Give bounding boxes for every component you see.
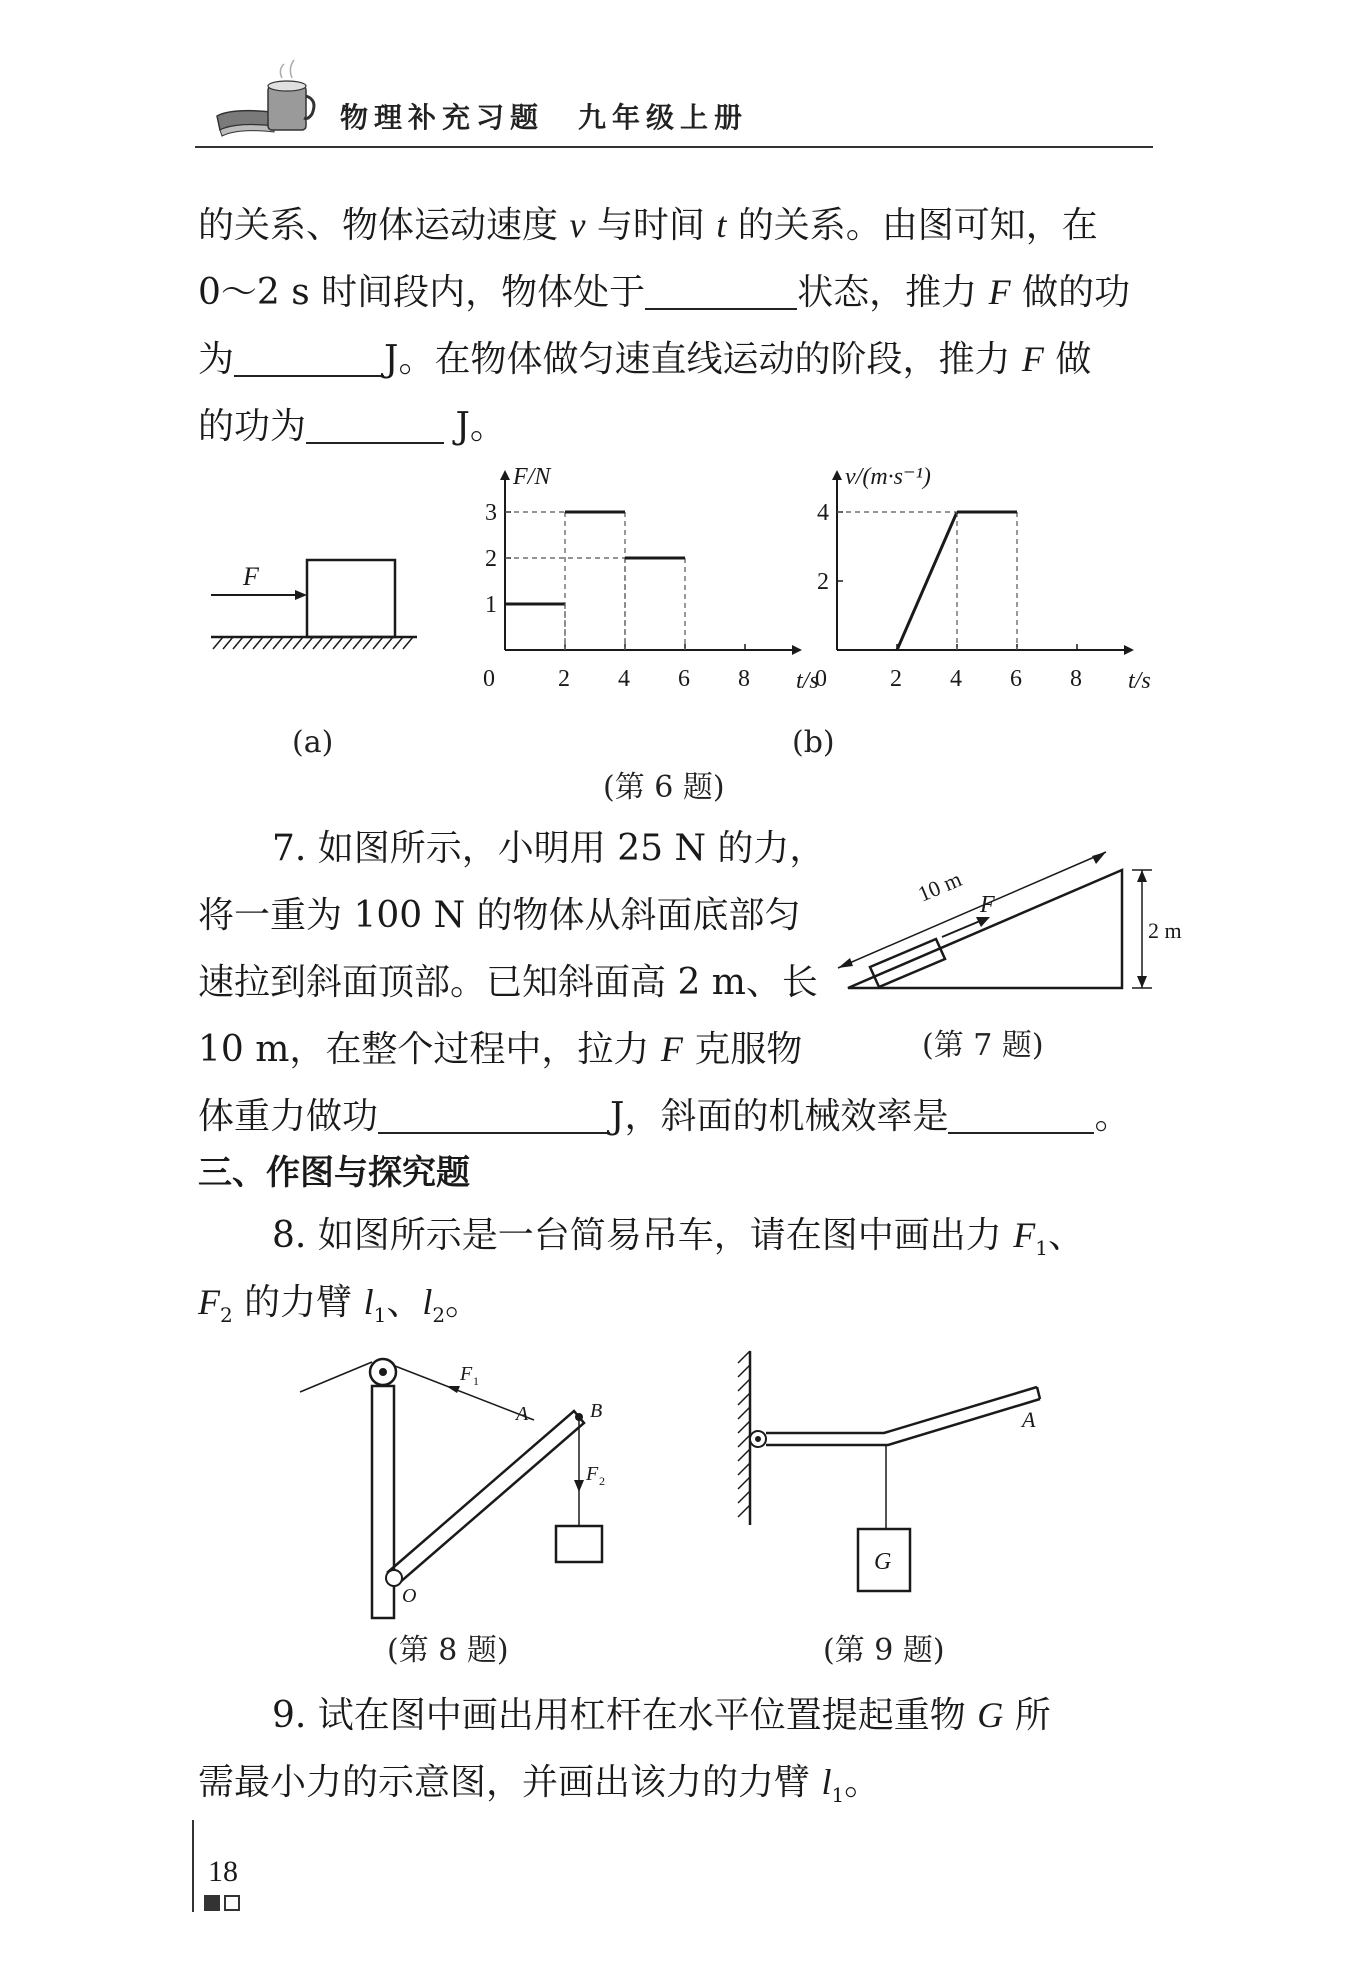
- y-axis-arrow: [832, 470, 842, 480]
- floor-hatch: [213, 637, 413, 649]
- x-tick-label: 0: [483, 666, 495, 692]
- header-title: 物理补充习题 九年级上册: [340, 101, 749, 134]
- data-segment: [897, 512, 957, 650]
- q9-text: [198, 1682, 1051, 1816]
- q9-line-1: 9. 试在图中画出用杠杆在水平位置提起重物 G 所: [272, 1695, 1051, 1736]
- section-title: 三、作图与探究题: [198, 1153, 470, 1193]
- q7-line-3: 速拉到斜面顶部。已知斜面高 2 m、长: [198, 962, 818, 1003]
- label-A: A: [1022, 1407, 1036, 1432]
- y-tick-label: 4: [817, 500, 829, 526]
- answer-blank[interactable]: [234, 339, 384, 377]
- height-label: 2 m: [1148, 918, 1182, 943]
- x-tick-label: 4: [950, 666, 962, 692]
- book-cup-icon: [212, 56, 322, 142]
- x-tick-label: 8: [1070, 666, 1082, 692]
- x-tick-label: 0: [815, 666, 827, 692]
- q6-line-3: 为 J。在物体做匀速直线运动的阶段，推力 F 做: [198, 339, 1092, 380]
- answer-blank[interactable]: [645, 272, 797, 310]
- rope-left: [300, 1362, 372, 1392]
- q6-text: [198, 192, 1130, 460]
- page-number-bar: [192, 1820, 194, 1912]
- q7-line-2: 将一重为 100 N 的物体从斜面底部匀: [198, 895, 801, 936]
- q9-caption: (第 9 题): [823, 1633, 945, 1668]
- answer-blank[interactable]: [378, 1096, 610, 1134]
- wall-hatch: [738, 1351, 750, 1517]
- q9-figure: [730, 1345, 1070, 1615]
- force-arrow-head: [295, 590, 307, 600]
- x-tick-label: 4: [618, 666, 630, 692]
- page-number: 18: [208, 1855, 238, 1888]
- q7-figure: [830, 820, 1200, 1000]
- y-tick-label: 3: [485, 500, 497, 526]
- q6-figure-a: [205, 555, 425, 655]
- q8-figure: [290, 1340, 630, 1620]
- q7-line-4: 10 m，在整个过程中，拉力 F 克服物: [198, 1029, 803, 1070]
- force-label: F: [243, 562, 259, 591]
- q7-caption: (第 7 题): [922, 1028, 1044, 1063]
- q7-line-5: 体重力做功 J，斜面的机械效率是 。: [198, 1096, 1131, 1137]
- header-rule: [195, 146, 1153, 148]
- block: [307, 560, 395, 637]
- y-axis-arrow: [500, 470, 510, 480]
- label-O: O: [402, 1585, 417, 1607]
- x-tick-label: 2: [558, 666, 570, 692]
- answer-blank[interactable]: [306, 406, 444, 444]
- lever-top: [766, 1387, 1037, 1433]
- q6-line-1: 的关系、物体运动速度 v 与时间 t 的关系。由图可知，在: [198, 205, 1098, 246]
- y-tick-label: 2: [485, 546, 497, 572]
- y-axis-label: F/N: [513, 465, 551, 490]
- lever-bottom: [766, 1399, 1040, 1445]
- q6-figure-caption: (第 6 题): [603, 770, 725, 805]
- x-axis-arrow: [792, 645, 802, 655]
- label-A: A: [516, 1403, 529, 1425]
- svg-text:1: 1: [473, 1374, 479, 1388]
- label-B: B: [590, 1400, 603, 1422]
- x-axis-arrow: [1124, 645, 1134, 655]
- x-tick-label: 6: [1010, 666, 1022, 692]
- q8-text: [198, 1202, 1084, 1336]
- label-F2: F: [586, 1463, 599, 1485]
- q8-caption: (第 8 题): [387, 1633, 509, 1668]
- load: [556, 1526, 602, 1562]
- q6-caption-b: (b): [792, 725, 835, 760]
- answer-blank[interactable]: [948, 1096, 1094, 1134]
- x-axis-label: t/s: [1128, 668, 1151, 694]
- svg-text:2: 2: [599, 1474, 605, 1488]
- pivot-O: [386, 1570, 402, 1586]
- force-label: F: [980, 892, 995, 918]
- y-tick-label: 1: [485, 592, 497, 618]
- label-F1: F: [460, 1363, 473, 1385]
- q9-line-2: 需最小力的示意图，并画出该力的力臂 $l_1$。: [198, 1762, 881, 1808]
- y-tick-label: 2: [817, 569, 829, 595]
- q6-caption-a: (a): [292, 725, 334, 760]
- x-tick-label: 2: [890, 666, 902, 692]
- q6-line-2: 0～2 s 时间段内，物体处于 状态，推力 F 做的功: [198, 272, 1131, 313]
- x-tick-label: 8: [738, 666, 750, 692]
- x-axis-label: t/s: [796, 668, 819, 694]
- y-axis-label: v/(m·s⁻¹): [845, 465, 931, 490]
- q6-line-4: 的功为 J。: [198, 406, 506, 447]
- footer-square-filled: [204, 1895, 220, 1911]
- x-tick-label: 6: [678, 666, 690, 692]
- label-G: G: [874, 1549, 892, 1575]
- footer-square-empty: [224, 1895, 240, 1911]
- q7-line-1: 7. 如图所示，小明用 25 N 的力，: [272, 828, 826, 869]
- q8-line-2: $F_2$ 的力臂 $l_1$、$l_2$。: [198, 1282, 482, 1328]
- length-dim-line: [838, 852, 1106, 968]
- boom: [388, 1411, 584, 1584]
- incline: [848, 870, 1122, 988]
- q6-graphs: [470, 465, 1160, 695]
- q8-line-1: 8. 如图所示是一台简易吊车，请在图中画出力 $F_1$、: [272, 1215, 1084, 1261]
- length-label: 10 m: [914, 866, 966, 907]
